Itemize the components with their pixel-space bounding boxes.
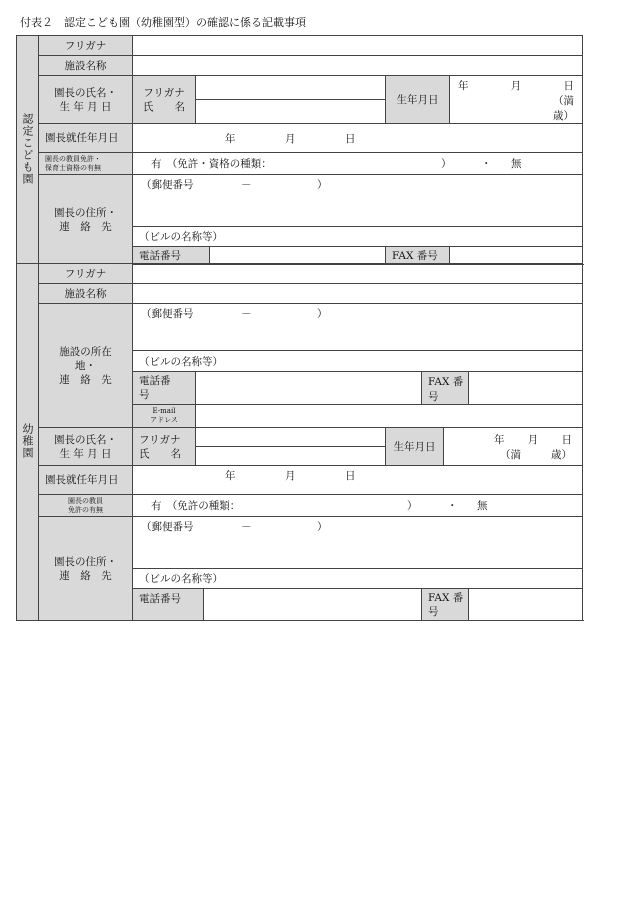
s2-phone2-label: 電話番号 xyxy=(133,589,204,621)
s2-fax2-field[interactable] xyxy=(469,589,583,621)
s1-age-close: 歳） xyxy=(553,110,574,122)
s2-license-label: 園長の教員 免許の有無 xyxy=(39,495,133,517)
s1-license-yes: 有 （免許・資格の種類： xyxy=(151,158,272,170)
s2-furigana-label: フリガナ xyxy=(39,264,133,284)
s1-phone-field[interactable] xyxy=(210,247,386,265)
s1-fax-field[interactable] xyxy=(450,247,583,265)
s2-age-close: 歳） xyxy=(551,448,572,461)
s2-addr-postal-label: （郵便番号 xyxy=(141,521,194,533)
s2-tenure-year: 年 xyxy=(225,470,236,482)
s2-dob-month: 月 xyxy=(527,433,539,446)
s1-dob-field[interactable] xyxy=(450,76,583,124)
s2-age-open: （満 xyxy=(500,448,521,461)
form-table-kindergarten xyxy=(16,263,583,621)
s2-furigana-field[interactable] xyxy=(133,264,583,284)
s1-license-field[interactable] xyxy=(133,153,583,175)
s2-tenure-day: 日 xyxy=(345,470,356,482)
s2-phone-label: 電話番 号 xyxy=(133,372,196,405)
s2-addr-postal-dash: － xyxy=(241,521,252,533)
s1-postal-field[interactable] xyxy=(133,175,583,227)
s1-tenure-day: 日 xyxy=(345,132,356,145)
s1-postal-dash: － xyxy=(241,179,252,191)
s2-phone-field[interactable] xyxy=(196,372,422,405)
s1-postal-close: ） xyxy=(317,179,328,191)
s2-dob-year: 年 xyxy=(494,433,505,446)
s1-facility-name-label: 施設名称 xyxy=(39,56,133,76)
s1-license-dot: ・ xyxy=(481,158,492,170)
s2-postal-label: （郵便番号 xyxy=(141,308,194,320)
s2-postal-dash: － xyxy=(241,308,252,320)
s1-tenure-field[interactable] xyxy=(133,124,583,153)
s2-email-label: E-mail アドレス xyxy=(133,405,196,428)
s1-tenure-year: 年 xyxy=(225,132,236,145)
s2-tenure-field[interactable] xyxy=(133,466,583,495)
s1-name-furigana-field[interactable] xyxy=(196,76,386,100)
s2-building-label: （ビルの名称等） xyxy=(139,355,223,368)
s2-addr-postal-field[interactable] xyxy=(133,517,583,569)
s1-name-furigana-label: フリガナ 氏 名 xyxy=(133,76,196,124)
s2-addr-postal-close: ） xyxy=(317,521,328,533)
s1-phone-label: 電話番号 xyxy=(133,247,210,265)
s1-dob-label: 生年月日 xyxy=(386,76,450,124)
s1-furigana-field[interactable] xyxy=(133,36,583,56)
s2-license-yes: 有 （免許の種類： xyxy=(151,500,241,512)
s1-fax-label: FAX 番号 xyxy=(386,247,450,265)
s2-dob-field[interactable] xyxy=(444,428,583,466)
s2-name-furigana-label: フリガナ 氏 名 xyxy=(133,428,196,466)
s2-dob-label: 生年月日 xyxy=(386,428,444,466)
s1-license-close: ） xyxy=(441,158,452,170)
s1-principal-name-label: 園長の氏名・ 生 年 月 日 xyxy=(39,76,133,124)
s2-license-no: 無 xyxy=(477,500,488,512)
s2-email-field[interactable] xyxy=(196,405,583,428)
s1-dob-month: 月 xyxy=(510,80,522,92)
s2-postal-field[interactable] xyxy=(133,304,583,351)
s1-tenure-label: 園長就任年月日 xyxy=(39,124,133,153)
s1-dob-day: 日 xyxy=(563,80,574,92)
s2-license-field[interactable] xyxy=(133,495,583,517)
s1-dob-year: 年 xyxy=(458,80,469,92)
s1-furigana-label: フリガナ xyxy=(39,36,133,56)
s1-license-no: 無 xyxy=(511,158,522,170)
s1-building-label: （ビルの名称等） xyxy=(139,231,223,243)
s1-postal-label: （郵便番号 xyxy=(141,179,194,191)
section1-side-label: 認定こども園 xyxy=(17,36,39,265)
form-table xyxy=(16,35,583,265)
s2-name-furigana-field[interactable] xyxy=(196,428,386,447)
s2-dob-day: 日 xyxy=(561,433,572,446)
s2-license-dot: ・ xyxy=(447,500,458,512)
s2-addr-building-label: （ビルの名称等） xyxy=(139,573,223,585)
s2-location-label: 施設の所在 地・ 連 絡 先 xyxy=(39,304,133,428)
s1-license-label: 園長の教員免許・ 保育士資格の有無 xyxy=(39,153,133,175)
s2-facility-name-label: 施設名称 xyxy=(39,284,133,304)
s1-age-open: （満 xyxy=(553,95,574,107)
s1-tenure-month: 月 xyxy=(285,132,296,145)
s2-postal-close: ） xyxy=(317,308,328,320)
form-title: 付表２ 認定こども園（幼稚園型）の確認に係る記載事項 xyxy=(20,16,306,29)
s2-phone2-field[interactable] xyxy=(204,589,422,621)
s2-fax2-label: FAX 番 号 xyxy=(422,589,469,621)
section2-side-label: 幼稚園 xyxy=(17,264,39,621)
s1-name-field[interactable] xyxy=(196,100,386,124)
s1-building-field[interactable] xyxy=(133,227,583,247)
s2-facility-name-field[interactable] xyxy=(133,284,583,304)
s1-address-label: 園長の住所・ 連 絡 先 xyxy=(39,175,133,265)
s2-name-field[interactable] xyxy=(196,447,386,466)
s2-license-close: ） xyxy=(407,500,418,512)
s2-tenure-label: 園長就任年月日 xyxy=(39,466,133,495)
s2-addr-building-field[interactable] xyxy=(133,569,583,589)
s2-principal-name-label: 園長の氏名・ 生 年 月 日 xyxy=(39,428,133,466)
s2-tenure-month: 月 xyxy=(285,470,296,482)
s2-building-field[interactable] xyxy=(133,351,583,372)
s2-address-label: 園長の住所・ 連 絡 先 xyxy=(39,517,133,621)
s2-fax-label: FAX 番号 xyxy=(422,372,469,405)
s2-fax-field[interactable] xyxy=(469,372,583,405)
s1-facility-name-field[interactable] xyxy=(133,56,583,76)
